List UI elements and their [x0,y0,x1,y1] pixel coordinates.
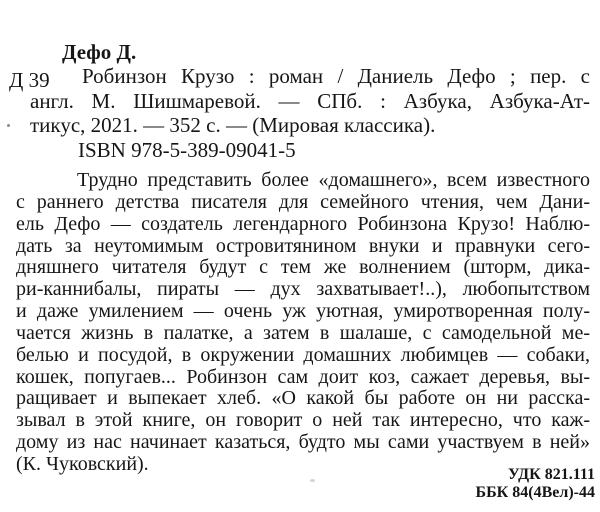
bib-line: Робинзон Крузо : роман / Даниель Дефо ; пер. с [82,64,590,88]
classification-codes [476,466,596,501]
annotation-line: Трудно представить более «домашнего», всем известного [77,169,590,191]
annotation-line: (К. Чуковский). [16,452,149,475]
annotation-line: и даже умилением — очень уж уютная, умиротворенная полу- [16,300,590,323]
bibliographic-description [30,64,590,162]
author-heading: Дефо Д. [62,40,137,64]
bib-line: тикус, 2021. — 352 с. — (Мировая классика). [30,113,436,137]
scan-speck [310,479,315,482]
bbk-code: ББК 84(4Вел)-44 [475,483,595,501]
udk-code: УДК 821.111 [508,466,595,483]
annotation-line: чается жизнь в палатке, а затем в шалаше, с самодельной ме- [16,321,590,344]
isbn-line: ISBN 978-5-389-09041-5 [78,137,296,162]
author-sign-code: Д 39 [9,68,50,92]
annotation-line: ель Дефо — создатель легендарного Робинзона Крузо! Наблю- [16,212,590,235]
bib-line: англ. М. Шишмаревой. — СПб. : Азбука, Азбука-Ат- [30,88,590,113]
annotation-line: дняшнего читателя будут с тем же волнением (шторм, дика- [16,256,590,279]
annotation-line: дать за неутомимым островитянином внуки и правнуки сего- [16,234,590,257]
scan-speck [7,124,10,127]
annotation-line: белью и посудой, в окружении домашних любимцев — собаки, [16,343,590,366]
annotation-line: ращивает и выпекает хлеб. «О какой бы работе он ни расска- [16,387,590,410]
annotation-line: дому из нас начинает казаться, будто мы сами участвуем в ней» [16,431,590,454]
annotation-line: кошек, попугаев... Робинзон сам доит коз, сажает деревья, вы- [16,365,590,388]
annotation-line: зывал в этой книге, он говорит о ней так интересно, что каж- [16,409,590,432]
annotation-line: с раннего детства писателя для семейного чтения, чем Дани- [16,190,590,213]
annotation-line: ри-каннибалы, пираты — дух захватывает!..), любопытством [16,278,590,301]
annotation [16,170,590,476]
